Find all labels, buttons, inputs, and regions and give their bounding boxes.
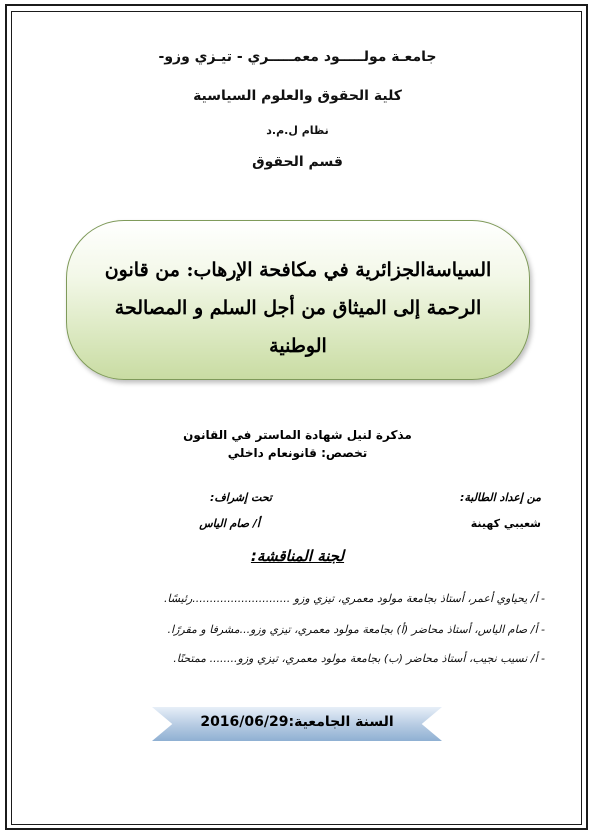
supervisor-label: تحت إشراف:: [210, 491, 272, 504]
supervisor-name: أ/ صام الياس: [199, 517, 260, 530]
degree-statement: مذكرة لنيل شهادة الماستر في القانون: [183, 428, 412, 442]
system-label: نظام ل.م.د: [266, 124, 329, 137]
title-box: [66, 220, 530, 380]
department-name: قسم الحقوق: [252, 154, 343, 170]
faculty-name: كلية الحقوق والعلوم السياسية: [193, 88, 402, 104]
specialty: تخصص: قانونعام داخلي: [227, 446, 368, 460]
university-name: جامعـة مولـــــود معمـــــري - تيـزي وزو-: [158, 49, 437, 65]
prepared-by-label: من إعداد الطالبة:: [459, 491, 541, 504]
committee-member: - أ/ صام الياس، أستاذ محاضر (أ) بجامعة مولود معمري، تيزي وزو...مشرفا و مقررًا.: [167, 623, 545, 636]
committee-member: - أ/ يحياوي أعمر، أستاذ بجامعة مولود معمري، تيزي وزو ............................رئيسًا.: [163, 592, 545, 605]
student-name: شعيبي كهينة: [470, 517, 541, 530]
thesis-title: السياسةالجزائرية في مكافحة الإرهاب: من قانون الرحمة إلى الميثاق من أجل السلم و المصالحة الوطنية: [104, 259, 492, 357]
academic-year: السنة الجامعية:2016/06/29: [200, 714, 394, 730]
committee-member: - أ/ نسيب نجيب، أستاذ محاضر (ب) بجامعة مولود معمري، تيزي وزو........ ممتحنًا.: [173, 652, 545, 665]
committee-heading: لجنة المناقشة:: [250, 547, 345, 565]
